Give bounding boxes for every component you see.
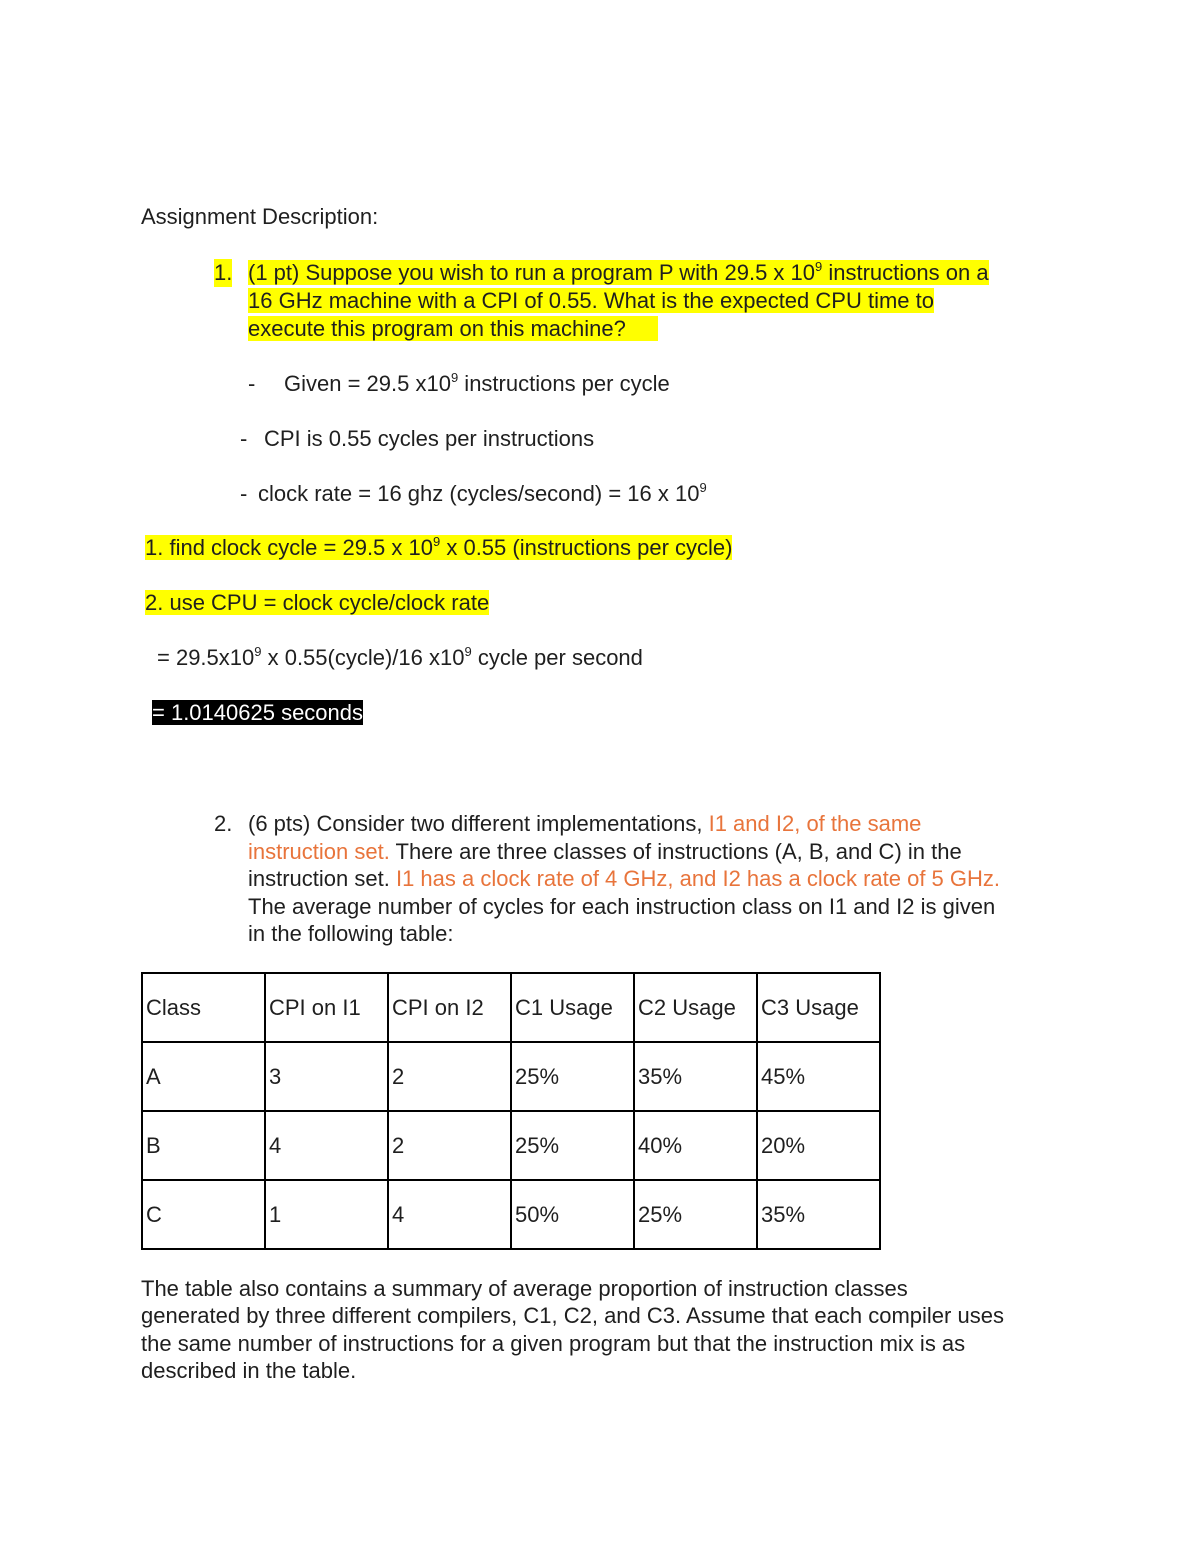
question-1-line: (1 pt) Suppose you wish to run a program P with 29.5 x $10^9$ instructions on a: [248, 259, 989, 285]
table-cell: 4: [388, 1180, 511, 1249]
table-cell: 20%: [757, 1111, 880, 1180]
table-cell: 40%: [634, 1111, 757, 1180]
table-cell: 45%: [757, 1042, 880, 1111]
cpi-table: [141, 972, 881, 1250]
table-row: [142, 1111, 880, 1180]
result-line: = 1.0140625 seconds: [152, 700, 364, 725]
paragraph-line: The table also contains a summary of average proportion of instruction classes: [141, 1276, 908, 1301]
table-row: [142, 1180, 880, 1249]
clock-rate-line: - clock rate = 16 ghz (cycles/second) = 16 x $10^9$: [240, 480, 707, 506]
given-line: - Given = 29.5 $x10^9$ instructions per cycle: [248, 370, 670, 396]
calculation-line: = $29.5x10^9$ x 0.55(cycle)/16 $x10^9$ cycle per second: [157, 644, 643, 670]
table-cell: 25%: [511, 1111, 634, 1180]
paragraph-line: described in the table.: [141, 1358, 357, 1383]
table-header-cell: Class: [142, 973, 265, 1042]
question-2-line: The average number of cycles for each instruction class on I1 and I2 is given: [248, 894, 996, 919]
table-cell: C: [142, 1180, 265, 1249]
question-1-line: 16 GHz machine with a CPI of 0.55. What is the expected CPU time to: [248, 288, 934, 313]
table-cell: 35%: [757, 1180, 880, 1249]
question-2-line: in the following table:: [248, 921, 454, 946]
question-2-number: 2.: [214, 811, 233, 836]
table-cell: 25%: [511, 1042, 634, 1111]
question-2-line: instruction set. I1 has a clock rate of 4 GHz, and I2 has a clock rate of 5 GHz.: [248, 866, 1001, 891]
table-cell: 3: [265, 1042, 388, 1111]
table-header-cell: C3 Usage: [757, 973, 880, 1042]
assignment-heading: Assignment Description:: [141, 204, 379, 229]
cpi-line: - CPI is 0.55 cycles per instructions: [240, 426, 595, 451]
table-header-cell: C1 Usage: [511, 973, 634, 1042]
table-header-cell: C2 Usage: [634, 973, 757, 1042]
table-cell: 4: [265, 1111, 388, 1180]
table-cell: 25%: [634, 1180, 757, 1249]
step-2-line: 2. use CPU = clock cycle/clock rate: [145, 590, 490, 615]
question-2-line: instruction set. There are three classes of instructions (A, B, and C) in the: [248, 839, 962, 864]
table-header-cell: CPI on I2: [388, 973, 511, 1042]
table-header-row: [142, 973, 880, 1042]
table-cell: A: [142, 1042, 265, 1111]
table-cell: 50%: [511, 1180, 634, 1249]
table-cell: 35%: [634, 1042, 757, 1111]
table-cell: 2: [388, 1042, 511, 1111]
table-row: [142, 1042, 880, 1111]
step-1-line: 1. find clock cycle = 29.5 x $10^9$ x 0.55 (instructions per cycle): [145, 534, 733, 560]
question-1-number: 1.: [214, 260, 233, 285]
paragraph-line: generated by three different compilers, C1, C2, and C3. Assume that each compiler uses: [141, 1303, 1004, 1328]
paragraph-line: the same number of instructions for a given program but that the instruction mix is as: [141, 1331, 966, 1356]
question-2-line: (6 pts) Consider two different implementations, I1 and I2, of the same: [248, 811, 922, 836]
question-1-line: execute this program on this machine?: [248, 315, 658, 343]
table-cell: B: [142, 1111, 265, 1180]
table-header-cell: CPI on I1: [265, 973, 388, 1042]
table-cell: 2: [388, 1111, 511, 1180]
table-cell: 1: [265, 1180, 388, 1249]
